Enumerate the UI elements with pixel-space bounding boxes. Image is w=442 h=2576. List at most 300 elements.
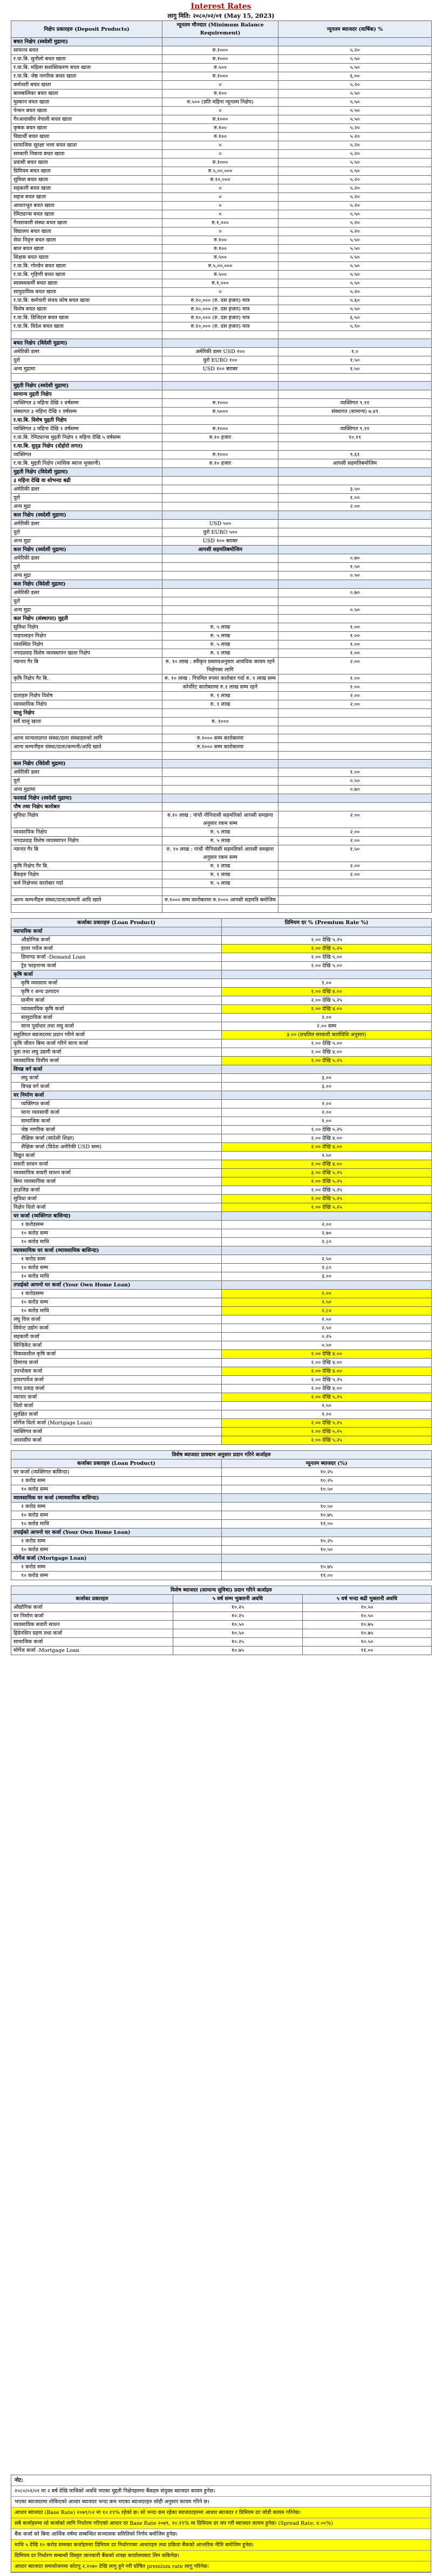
table-cell: अन्य मुद्रामा xyxy=(11,365,162,374)
table-cell: सुविधा निक्षेप xyxy=(11,623,162,632)
note-item: भएका ब्याजदरमा तोकिएको आधार ब्याजदर भन्दा कम भएका ब्याजदरहरु सोही अनुसार कायम गरिने छ। xyxy=(11,2497,431,2508)
table-cell: ३ महिना देखि वा सोभन्दा बढी xyxy=(11,477,162,485)
table-cell xyxy=(278,416,432,425)
table-cell: घर कर्जा (व्यक्तिगत बासिन्दा) xyxy=(11,1212,222,1221)
table-cell xyxy=(278,896,432,905)
table-cell: र.या.बि. गृहिणी बचत खाता xyxy=(11,271,162,279)
table-cell: तपाईको आफ्नो घर कर्जा (Your Own Home Loan) xyxy=(11,1281,222,1290)
table-cell: अन्य मुद्रा xyxy=(11,606,162,615)
deposit-row xyxy=(11,297,432,305)
deposit-row xyxy=(11,433,432,442)
table-cell: सामुदायिक कर्जा xyxy=(11,1014,222,1022)
table-cell: ० xyxy=(162,81,278,89)
deposit-row xyxy=(11,425,432,433)
table-cell: सुरक्षित कर्जा xyxy=(11,1410,222,1419)
deposit-row xyxy=(11,683,432,692)
table-cell: र.या.बि. गोल्डेन बचत खाता xyxy=(11,262,162,271)
general-loan-row xyxy=(11,1612,432,1621)
special-loan-row xyxy=(11,1520,432,1528)
table-cell: १.०० xyxy=(222,1117,432,1126)
table-cell: २.०० देखि ५.०० xyxy=(222,962,432,970)
deposit-row xyxy=(11,589,432,597)
table-cell: अमेरिकी डलर xyxy=(11,589,162,597)
section-header-row xyxy=(11,1212,432,1221)
table-cell: २.०० देखि ५.२५ xyxy=(222,1376,432,1385)
table-cell: २.०० देखि ४.०० xyxy=(222,1005,432,1014)
deposit-row xyxy=(11,356,432,365)
table-cell: ०.२५ xyxy=(222,1333,432,1341)
loan-row xyxy=(11,1152,432,1160)
loan-row xyxy=(11,1134,432,1143)
table-cell xyxy=(222,1528,432,1537)
table-cell: २.०० देखि ५.२५ xyxy=(222,945,432,953)
table-cell: ०.७० xyxy=(278,786,432,794)
table-cell: कल निक्षेप (विदेशी मुद्रामा) xyxy=(11,580,162,589)
table-cell: २.७० xyxy=(222,1229,432,1238)
table-cell: रु.१००० सम्म कारोबारमा xyxy=(162,734,278,743)
deposit-rate-table xyxy=(11,20,432,913)
table-cell: ६.५० xyxy=(278,314,432,322)
table-cell: विपन्न वर्ग कर्जा xyxy=(11,1083,222,1091)
table-cell: अमेरिकी डलर xyxy=(11,520,162,528)
loan-row xyxy=(11,1410,432,1419)
table-cell: रु. १ लाख xyxy=(162,692,278,700)
table-cell: व्यवसायिक सवारी साधन xyxy=(11,1621,173,1629)
table-cell: १.०० देखि ४.०० xyxy=(222,988,432,996)
table-cell: २.०० xyxy=(278,700,432,709)
deposit-table-header xyxy=(11,21,432,38)
table-cell: र.या.बि. रेमिट्यान्स मुद्दती निक्षेप १ महिना देखि ५ वर्षसम्म xyxy=(11,433,162,442)
deposit-row xyxy=(11,236,432,245)
table-cell: १.० xyxy=(278,348,432,356)
deposit-row xyxy=(11,408,432,416)
table-cell: कल निक्षेप (संस्थागत) मुद्दती xyxy=(11,615,162,623)
general-loan-row xyxy=(11,1638,432,1647)
deposit-header-minimum-balance: न्यूनतम मौज्दात (Minimum Balance Requirement) xyxy=(162,21,278,38)
table-cell: ९.६१ xyxy=(278,451,432,459)
deposit-row xyxy=(11,845,432,862)
section-header-row xyxy=(11,1494,432,1503)
table-cell: २.०० देखि ४.०० xyxy=(222,1350,432,1359)
table-cell: व्यापार कर्जा xyxy=(11,1393,222,1402)
table-cell: डिमाण्ड कर्जा xyxy=(11,1359,222,1367)
deposit-row xyxy=(11,219,432,228)
deposit-row xyxy=(11,674,432,683)
table-cell: पाइपलाइन निक्षेप xyxy=(11,632,162,640)
deposit-row xyxy=(11,718,432,726)
table-cell: १० करोड माथि xyxy=(11,1272,222,1281)
table-cell: सेवा निवृत्त बचत खाता xyxy=(11,236,162,245)
table-cell: व्यक्तिगत ३ महिना देखि १ वर्षसम्म xyxy=(11,425,162,433)
general-special-loan-table xyxy=(11,1586,432,1655)
table-cell: ३.०० xyxy=(222,1272,432,1281)
page-heading xyxy=(0,0,442,20)
table-cell: १० करोड सम्म xyxy=(11,1511,222,1520)
table-cell xyxy=(162,339,278,348)
table-cell: १० करोड सम्म xyxy=(11,1298,222,1307)
table-cell: कल निक्षेप (विदेशी मुद्रामा) xyxy=(11,760,162,768)
table-cell: व्यावसायिक कृषि कर्जा xyxy=(11,1005,222,1014)
spacer-row xyxy=(11,905,432,913)
table-cell: १०.७५ xyxy=(222,1511,432,1520)
table-cell: १०.२५ xyxy=(222,1468,432,1477)
table-cell: रु.१००० xyxy=(162,159,278,167)
table-cell: सुविधा कर्जा xyxy=(11,1195,222,1203)
table-cell xyxy=(278,511,432,520)
table-cell: रु.१०० xyxy=(162,133,278,141)
table-cell: रु.१० हजार xyxy=(162,433,278,442)
table-cell: १.०० xyxy=(278,674,432,683)
table-cell: चालु निक्षेप xyxy=(11,709,162,718)
table-cell: ० xyxy=(162,141,278,150)
loan-row xyxy=(11,1315,432,1324)
table-cell: १० करोड माथि xyxy=(11,1238,222,1246)
spacer-row xyxy=(11,374,432,382)
deposit-row xyxy=(11,451,432,459)
table-cell: रु. ५ लाख xyxy=(162,828,278,837)
table-cell: व्यक्तिगत कर्जा xyxy=(11,1428,222,1436)
table-cell: रेमिट्यान्स बचत खाता xyxy=(11,210,162,219)
table-cell xyxy=(278,468,432,477)
deposit-row xyxy=(11,262,432,271)
table-cell: रु. ५ लाख xyxy=(162,623,278,632)
table-cell: ० xyxy=(162,288,278,297)
table-cell: घर निर्माण कर्जा xyxy=(11,1091,222,1100)
deposit-row xyxy=(11,399,432,408)
table-cell xyxy=(222,1212,432,1221)
table-cell: २.०० देखि ५.२५ xyxy=(222,1428,432,1436)
table-cell: बैंकहरु निक्षेप xyxy=(11,871,162,879)
special-loan-row xyxy=(11,1563,432,1572)
loan-row xyxy=(11,1186,432,1195)
section-header-row xyxy=(11,927,432,936)
loan-header-premium-rate: प्रिमियम दर % (Premium Rate %) xyxy=(222,919,432,927)
table-cell xyxy=(278,580,432,589)
table-cell: सवारी साधन कर्जा xyxy=(11,1160,222,1169)
table-cell: सामुदायिक बचत खाता xyxy=(11,288,162,297)
loan-row xyxy=(11,979,432,988)
table-cell: ११.०० xyxy=(222,1572,432,1580)
table-cell: रु.१०० xyxy=(162,124,278,133)
table-cell: रु.१०,००० (रु. दस हजार) मात्र xyxy=(162,305,278,314)
table-cell xyxy=(278,331,432,339)
general-loan-table-body xyxy=(11,1603,432,1655)
table-cell: १ करोडसम्म xyxy=(11,1290,222,1298)
table-cell: र.या.बि. महिला सशक्तिकरण बचत खाता xyxy=(11,64,162,72)
table-cell: रु.५,००,००० xyxy=(162,167,278,176)
table-cell: २.०० देखि ५.२५ xyxy=(222,1393,432,1402)
table-cell: ५.२० xyxy=(278,141,432,150)
spacer-row xyxy=(11,331,432,339)
table-cell: बालबालिका बचत खाता xyxy=(11,89,162,98)
table-cell: ५.२० xyxy=(278,176,432,184)
table-cell: ० xyxy=(162,107,278,115)
deposit-row xyxy=(11,167,432,176)
table-cell: १०.२५ xyxy=(173,1612,303,1621)
table-cell: सामाजिक कर्जा xyxy=(11,1638,173,1647)
deposit-row xyxy=(11,64,432,72)
loan-row xyxy=(11,1039,432,1048)
table-cell: २.०० xyxy=(278,658,432,674)
table-cell: रु.१०,००० (रु. दस हजार) मात्र xyxy=(162,297,278,305)
table-cell: USD ५०० xyxy=(162,520,278,528)
table-cell: शैक्षिक कर्जा (स्वदेशी शिक्षा) xyxy=(11,1134,222,1143)
table-cell: र.या.बि. सुदृढ निक्षेप (दोहोरो लगत) xyxy=(11,442,162,451)
table-cell: आन्य कम्पनीहरु संस्था/दाता/कम्पनी/आदि खाते xyxy=(11,743,162,752)
section-header-row xyxy=(11,794,432,803)
section-header-row xyxy=(11,511,432,520)
table-cell xyxy=(162,571,278,580)
table-cell: १० करोड सम्म xyxy=(11,1264,222,1272)
table-cell: २.०० xyxy=(278,811,432,828)
section-header-row xyxy=(11,416,432,425)
loan-row xyxy=(11,953,432,962)
table-cell xyxy=(222,927,432,936)
deposit-row xyxy=(11,640,432,649)
table-cell: ५.२० xyxy=(278,150,432,159)
deposit-row xyxy=(11,571,432,580)
table-cell: कृषि निक्षेप गैर बि. xyxy=(11,674,162,683)
table-cell: लघु कर्जा xyxy=(11,1074,222,1083)
table-cell: रु.१०,००० (रु. दस हजार) मात्र xyxy=(162,314,278,322)
table-cell: ३.०० xyxy=(222,1083,432,1091)
loan-row xyxy=(11,988,432,996)
table-cell: सुविधा निक्षेप xyxy=(11,811,162,828)
table-cell: २.०० देखि ५.२५ xyxy=(222,1195,432,1203)
table-cell: रु. ५ लाख xyxy=(162,837,278,845)
table-cell: रु. १० लाख : पांचौ नौनिवासी सहमतिको आपसी समझना अनुसार रकम सम्म xyxy=(162,845,278,862)
table-cell xyxy=(162,777,278,786)
table-cell xyxy=(11,374,162,382)
table-cell: २.०० देखि ४.०० xyxy=(222,1367,432,1376)
table-cell: ५.२० xyxy=(278,133,432,141)
note-item: २०८०/०२/०१ मा २ बर्ष देखि माथिको अवधि भएका मुद्दती निक्षेपहरुमा बैंकहरु संयुक्त ब्याजदर कायम हुनेछ। xyxy=(11,2486,431,2497)
table-cell: सहकारी कर्जा xyxy=(11,1333,222,1341)
note-item: बैंक कर्जा को बिमा आर्थिक वर्षमा सम्बन्धित सञ्चालक समितिको निर्णय बमोजिम हुनेछ। xyxy=(11,2529,431,2540)
table-cell: १० करोड सम्म xyxy=(11,1485,222,1494)
special-loan-row xyxy=(11,1485,432,1494)
table-cell: व्यवसायिक निक्षेप xyxy=(11,828,162,837)
loan-row xyxy=(11,1057,432,1065)
table-cell: र.या.बि. मुद्दती निक्षेप (मासिक ब्याज भुक्तानी) xyxy=(11,459,162,468)
deposit-row xyxy=(11,133,432,141)
table-cell: अन्य मुद्रामा xyxy=(11,786,162,794)
table-cell xyxy=(222,1065,432,1074)
loan-row xyxy=(11,1229,432,1238)
table-cell: १ करोड सम्म xyxy=(11,1477,222,1485)
section-header-row xyxy=(11,339,432,348)
note-item: माथि ५ देखि १० करोड सम्मका कर्जाहरुमा प्रिमियम दर निर्धारणका आधारहरु तथा प्रक्रिया बैंकको आन्तरिक नीति बमोजिम हुनेछ। xyxy=(11,2540,431,2551)
spacer-row xyxy=(11,888,432,896)
table-cell xyxy=(162,511,278,520)
table-cell: कल निक्षेप (स्वदेशी मुद्रामा) xyxy=(11,546,162,554)
deposit-row xyxy=(11,606,432,615)
section-header-row xyxy=(11,580,432,589)
special-loan-row xyxy=(11,1537,432,1546)
loan-header-product: कर्जाका प्रकारहरु (Loan Product) xyxy=(11,919,222,927)
table-cell: २.०० देखि ५.२५ xyxy=(222,1419,432,1428)
table-cell: सहुलियत ब्याजदरमा प्रदान गरिने कर्जा xyxy=(11,1031,222,1039)
table-cell xyxy=(278,743,432,752)
table-cell: हायर पर्चेज कर्जा xyxy=(11,945,222,953)
table-cell: आवासीय कर्जा xyxy=(11,1436,222,1445)
deposit-row xyxy=(11,700,432,709)
table-cell: ५.५० xyxy=(278,279,432,288)
table-cell: रु. १ लाख xyxy=(162,871,278,879)
table-cell: अमेरिकी डलर xyxy=(11,485,162,494)
table-cell xyxy=(162,888,278,896)
deposit-row xyxy=(11,554,432,563)
loan-row xyxy=(11,945,432,953)
table-cell: २.०० xyxy=(222,1290,432,1298)
table-cell: औद्योगिक कर्जा xyxy=(11,936,222,945)
deposit-row xyxy=(11,141,432,150)
section-header-row xyxy=(11,760,432,768)
table-cell: नगदप्रवाह विशेष व्यवस्थापन निक्षेप xyxy=(11,837,162,845)
general-loan-header-above-5yr: ५ वर्ष भन्दा बढी भुक्तानी अवधि xyxy=(303,1595,432,1603)
table-cell: ५.२० xyxy=(278,184,432,193)
table-cell: रु. ५ लाख xyxy=(162,640,278,649)
table-cell xyxy=(278,803,432,811)
table-cell: कृषि निक्षेप गैर बि. xyxy=(11,862,162,871)
table-cell: र.या.बि. डिजिटल बचत खाता xyxy=(11,314,162,322)
table-cell: शैक्षिक कर्जा (विदेश अमेरिकी USD सम्म) xyxy=(11,1143,222,1152)
loan-row xyxy=(11,1169,432,1177)
table-cell: २.०० देखि ५.२५ xyxy=(222,1177,432,1186)
table-cell: १०.५० xyxy=(222,1485,432,1494)
section-header-row xyxy=(11,803,432,811)
deposit-row xyxy=(11,253,432,262)
table-cell xyxy=(11,726,162,734)
table-cell xyxy=(278,905,432,913)
table-cell: आपसी सहमतिबमोजिम xyxy=(278,459,432,468)
table-cell: सामाजिक कर्जा xyxy=(11,1117,222,1126)
table-cell: १ करोडसम्म xyxy=(11,1221,222,1229)
table-cell: १०.५० xyxy=(173,1621,303,1629)
loan-row xyxy=(11,1160,432,1169)
table-cell: प्रवासी बचत खाता xyxy=(11,159,162,167)
loan-row xyxy=(11,1298,432,1307)
table-cell: मोर्गेज कर्जा -Mortgage Loan xyxy=(11,1647,173,1655)
special-loan-row xyxy=(11,1503,432,1511)
table-cell: २.०० xyxy=(222,1100,432,1108)
table-cell: साना पूर्वाधार तथा लघु कर्जा xyxy=(11,1022,222,1031)
table-cell xyxy=(162,786,278,794)
table-cell: व्यक्तिगत कर्जा xyxy=(11,1100,222,1108)
table-cell xyxy=(11,752,162,760)
deposit-row xyxy=(11,107,432,115)
deposit-row xyxy=(11,485,432,494)
loan-row xyxy=(11,1117,432,1126)
table-cell: २.०० सम्म xyxy=(222,1022,432,1031)
deposit-row xyxy=(11,150,432,159)
loan-row xyxy=(11,1385,432,1393)
table-cell xyxy=(278,888,432,896)
table-cell: २.०० देखि ४.०० xyxy=(222,1160,432,1169)
table-cell: रु. ५ लाख xyxy=(162,879,278,888)
table-cell: ५.५० xyxy=(278,107,432,115)
table-cell: नगदप्रवाह विशेष व्यवस्थापन खाता निक्षेप xyxy=(11,649,162,658)
table-cell: युरो EURO ५०० xyxy=(162,528,278,537)
loan-row xyxy=(11,1402,432,1410)
table-cell: ५.९० xyxy=(278,322,432,331)
section-header-row xyxy=(11,382,432,390)
table-cell: रु.१०० xyxy=(162,89,278,98)
table-cell: व्यवस्थित निक्षेप xyxy=(11,640,162,649)
deposit-row xyxy=(11,288,432,297)
table-cell: व्यक्तिगत ९.११ xyxy=(278,399,432,408)
table-cell: कोर्पोरेट कारोबारमा रु.१ लाख सम्म रहने xyxy=(162,683,278,692)
table-cell: रु.५०० (प्रति महिना न्यूनतम निक्षेप) xyxy=(162,98,278,107)
table-cell: USD १०० बराबर xyxy=(162,537,278,546)
deposit-row xyxy=(11,55,432,64)
table-cell: र.या.बि. कर्मचारी संचय कोष बचत खाता xyxy=(11,297,162,305)
table-cell: व्यक्तिगत xyxy=(11,451,162,459)
table-cell: युरो xyxy=(11,777,162,786)
table-cell: हिडेनसिप ग्रहण तथा कर्जा xyxy=(11,1629,173,1638)
table-cell: व्यवसायिक वित्तीय कर्जा xyxy=(11,1057,222,1065)
deposit-row xyxy=(11,46,432,55)
table-cell: ३.०० xyxy=(222,1074,432,1083)
table-cell: ५.२० xyxy=(278,202,432,210)
loan-row xyxy=(11,1272,432,1281)
deposit-row xyxy=(11,202,432,210)
table-cell: ग्रामीण कर्जा xyxy=(11,996,222,1005)
table-cell: १० करोड सम्म xyxy=(11,1572,222,1580)
table-cell: १०.७५ xyxy=(173,1647,303,1655)
special-loan-table-body xyxy=(11,1468,432,1580)
table-cell: आपसी सहमतिबमोजिम xyxy=(162,546,278,554)
table-cell: मुद्दती निक्षेप (स्वदेशी मुद्रामा) xyxy=(11,382,162,390)
loan-row xyxy=(11,1048,432,1057)
deposit-row xyxy=(11,159,432,167)
table-cell: १.०० xyxy=(278,494,432,502)
table-cell: व्यवसायिक सवारी साधन कर्जा xyxy=(11,1169,222,1177)
table-cell: युरो EURO १०० xyxy=(162,356,278,365)
loan-row xyxy=(11,1108,432,1117)
note-item: सबै कर्जाहरुमा सो कर्जाको लागि निर्धारण गरिएको आधार दर Base Rate २०७९, १०.१९% मा प्रिमियम दर थप गरी ब्याजदर कायम हुनेछ। (Spread Rate: ४.००%) xyxy=(11,2518,431,2529)
table-cell: रु.१,००० xyxy=(162,279,278,288)
table-cell xyxy=(278,528,432,537)
deposit-row xyxy=(11,494,432,502)
table-cell: ५.५० xyxy=(278,253,432,262)
table-cell xyxy=(162,331,278,339)
table-cell: ०.५० xyxy=(278,777,432,786)
table-cell: २.०० xyxy=(278,828,432,837)
table-cell: कृषक बचत खाता xyxy=(11,124,162,133)
table-cell: २.५० xyxy=(222,1298,432,1307)
table-cell: रु.५००० xyxy=(162,408,278,416)
section-header-row xyxy=(11,970,432,979)
loan-row xyxy=(11,1177,432,1186)
table-cell: १०.७५ xyxy=(222,1563,432,1572)
deposit-row xyxy=(11,115,432,124)
table-cell xyxy=(162,416,278,425)
table-cell: आधारभूत बचत खाता xyxy=(11,202,162,210)
loan-row xyxy=(11,1436,432,1445)
table-cell: आन्य मान्यताप्राप्त संस्था/दाता संस्थाहरुको लागि xyxy=(11,734,162,743)
note-item: आधार ब्याजदर समायोजनमा कोटपु २.२०७० देखि लागु हुने गरी घोषित premium rate लागु गरिनेछ। xyxy=(11,2561,431,2572)
table-cell: निक्षेप धितो कर्जा xyxy=(11,1203,222,1212)
table-cell: कृषि जीवन बिमा कर्जा गरिने साना कर्जा xyxy=(11,1039,222,1048)
table-cell: २.०० देखि ५.२५ xyxy=(222,1126,432,1134)
table-cell: गैरसरकारी संस्था बचत खाता xyxy=(11,219,162,228)
general-special-loan-title: विशेष ब्याजदर (सामान्य सुविधा) प्रदान गरिने कर्जाहरु xyxy=(11,1586,432,1595)
table-cell xyxy=(162,589,278,597)
deposit-row xyxy=(11,228,432,236)
table-cell: व्यावसायिक घर कर्जा (व्यावसायिक बासिन्दा) xyxy=(11,1246,222,1255)
table-cell: १०.५० xyxy=(222,1503,432,1511)
